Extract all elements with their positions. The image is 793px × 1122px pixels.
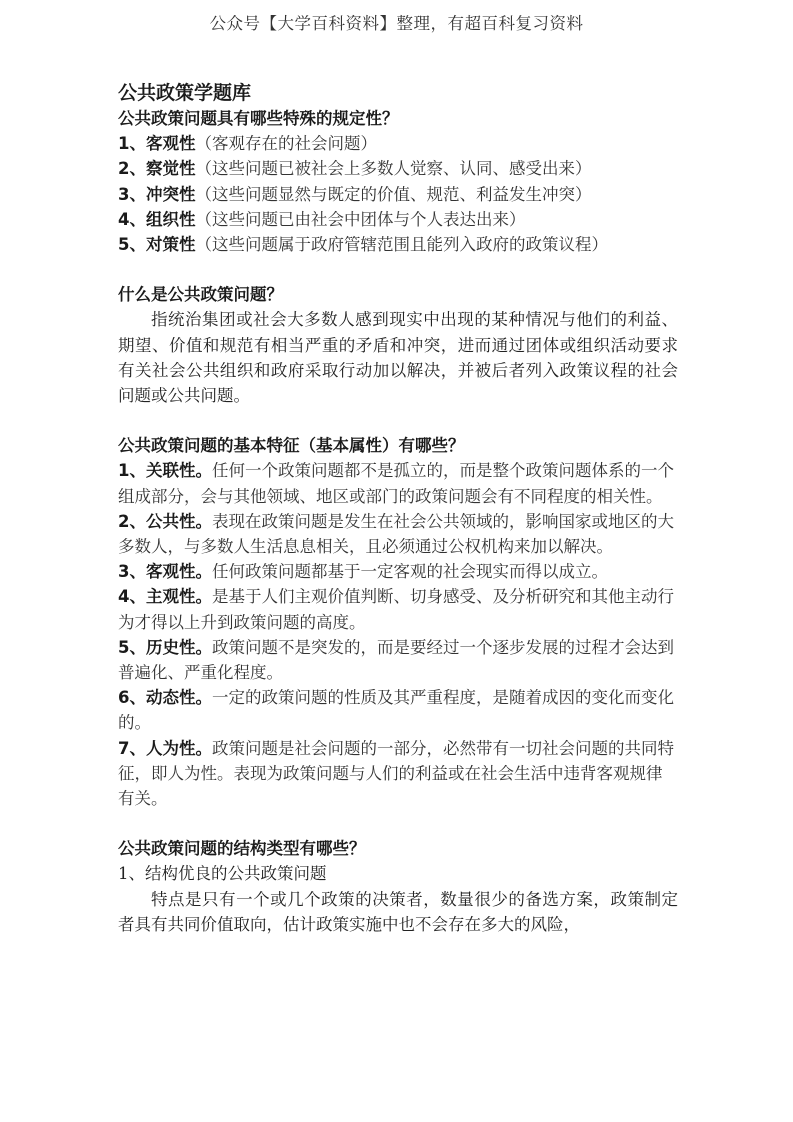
item-label: 5、历史性。 [118,637,212,657]
item-label: 6、动态性。 [118,688,212,708]
list-item [118,509,678,559]
section-subheading: 1、结构优良的公共政策问题 [118,864,327,884]
item-label: 4、主观性。 [118,587,212,607]
item-label: 1、客观性 [118,134,196,154]
list-item [118,584,678,634]
spacer [118,811,678,836]
item-label: 2、公共性。 [118,511,212,531]
list-item [118,458,678,508]
item-label: 7、人为性。 [118,738,212,758]
item-desc: （客观存在的社会问题） [195,134,377,154]
section-definition [118,282,678,408]
spacer [118,408,678,433]
item-label: 4、组织性 [118,209,196,229]
list-item [118,736,678,812]
list-item [118,232,678,257]
item-desc: 一定的政策问题的性质及其严重程度，是随着成因的变化而变化的。 [118,688,674,733]
document-title: 公共政策学题库 [118,82,252,104]
spacer [118,257,678,282]
section-question: 什么是公共政策问题？ [118,285,283,305]
section-basic-features [118,433,678,811]
document-body [118,80,678,937]
list-item [118,207,678,232]
item-desc: （这些问题已由社会中团体与个人表达出来） [195,209,526,229]
item-label: 1、关联性。 [118,461,212,481]
item-label: 2、察觉性 [118,159,196,179]
item-desc: （这些问题已被社会上多数人觉察、认同、感受出来） [195,159,592,179]
list-item [118,131,678,156]
section-question: 公共政策问题具有哪些特殊的规定性？ [118,109,399,128]
section-paragraph: 特点是只有一个或几个政策的决策者，数量很少的备选方案，政策制定者具有共同价值取向，估计政策实施中也不会存在多大的风险， [118,889,678,934]
item-desc: 任何政策问题都基于一定客观的社会现实而得以成立。 [211,562,608,582]
item-label: 3、冲突性 [118,184,196,204]
item-desc: 政策问题是社会问题的一部分，必然带有一切社会问题的共同特征，即人为性。表现为政策问题与人们的利益或在社会生活中违背客观规律有关。 [118,738,674,809]
item-desc: （这些问题显然与既定的价值、规范、利益发生冲突） [195,184,592,204]
section-question: 公共政策问题的结构类型有哪些？ [118,839,366,859]
item-desc: 任何一个政策问题都不是孤立的，而是整个政策问题体系的一个组成部分，会与其他领域、地区或部门的政策问题会有不同程度的相关性。 [118,461,674,506]
item-label: 3、客观性。 [118,562,212,582]
section-question: 公共政策问题的基本特征（基本属性）有哪些？ [118,436,465,456]
list-item [118,156,678,181]
page-header: 公众号【大学百科资料】整理，有超百科复习资料 [209,14,584,33]
section-special-properties [118,106,678,257]
item-desc: 是基于人们主观价值判断、切身感受、及分析研究和其他主动行为才得以上升到政策问题的高度。 [118,587,674,632]
section-structure-types [118,836,678,937]
item-label: 5、对策性 [118,235,196,255]
item-desc: 政策问题不是突发的，而是要经过一个逐步发展的过程才会达到普遍化、严重化程度。 [118,637,674,683]
list-item [118,182,678,207]
item-desc: 表现在政策问题是发生在社会公共领域的，影响国家或地区的大多数人，与多数人生活息息相关，且必须通过公权机构来加以解决。 [118,511,674,557]
list-item [118,685,678,735]
list-item [118,635,678,685]
section-paragraph: 指统治集团或社会大多数人感到现实中出现的某种情况与他们的利益、期望、价值和规范有相当严重的矛盾和冲突，进而通过团体或组织活动要求有关社会公共组织和政府采取行动加以解决，并被后者列入政策议程的社会问题或公共问题。 [118,310,678,406]
list-item [118,559,678,584]
item-desc: （这些问题属于政府管辖范围且能列入政府的政策议程） [195,235,608,255]
